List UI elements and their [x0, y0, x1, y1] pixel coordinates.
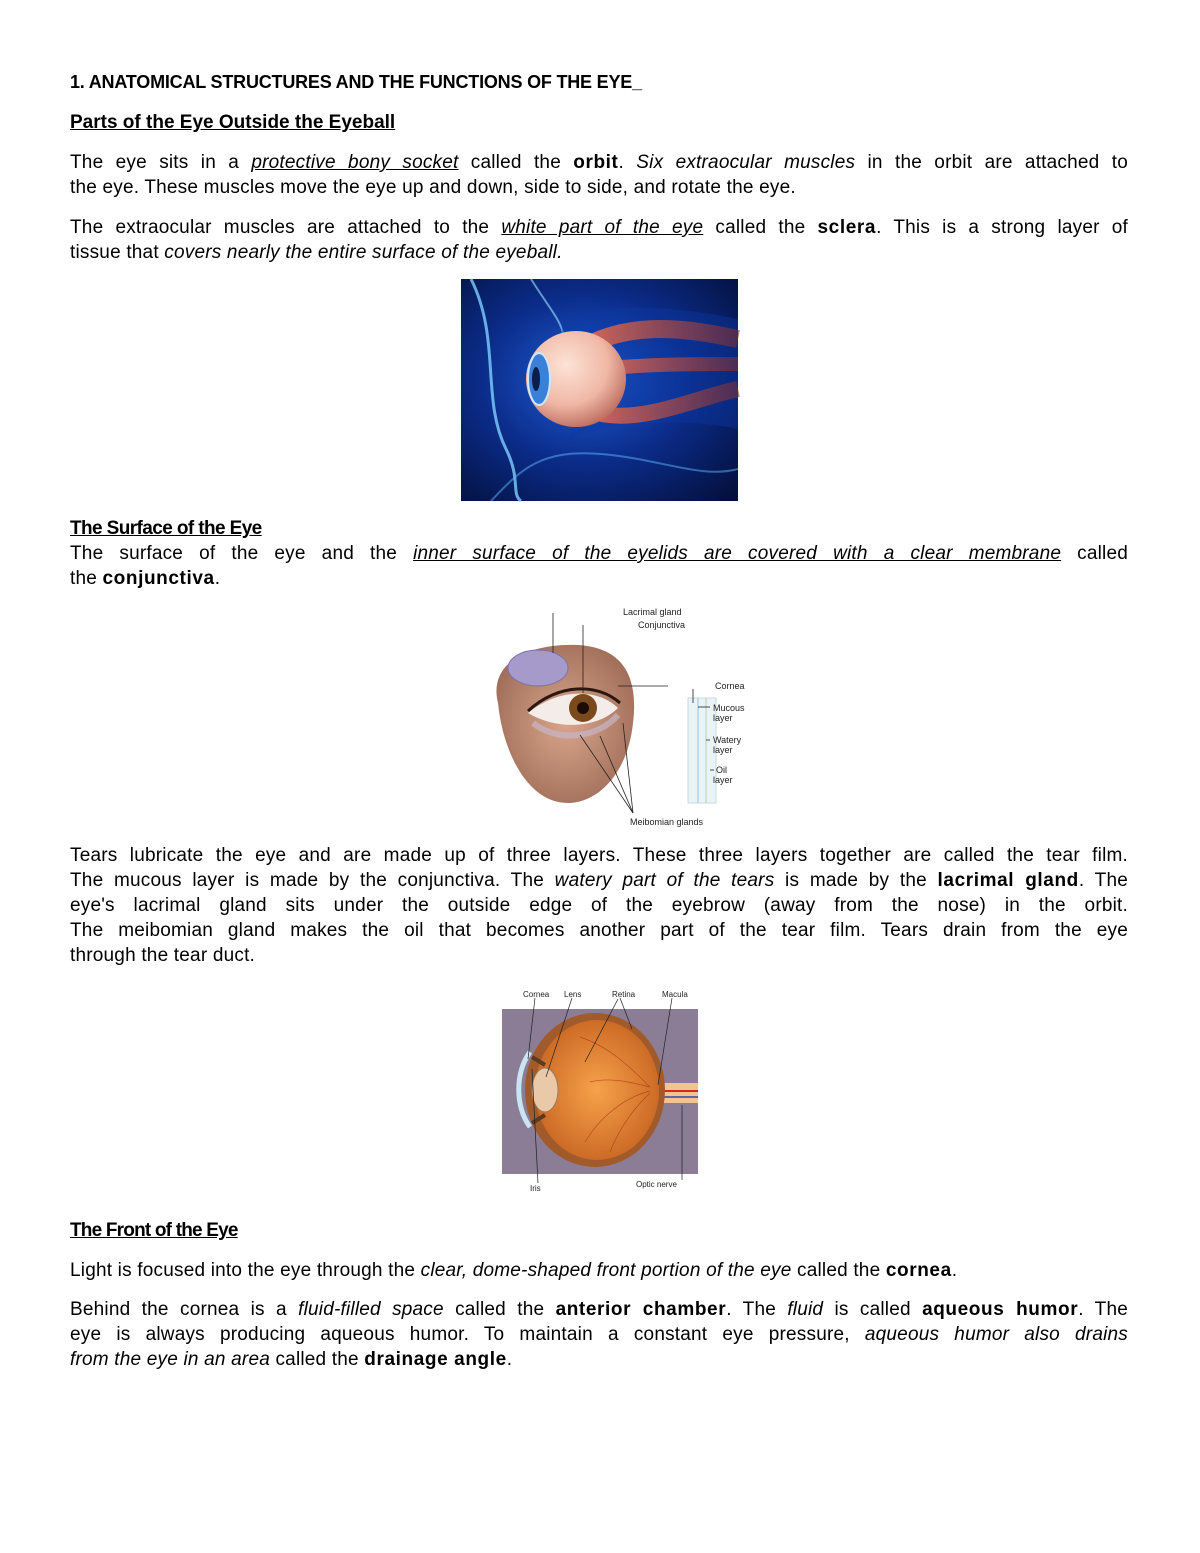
paragraph-tears: Tears lubricate the eye and are made up of three layers. These three layers together are called the tear film. The mucous layer is made by the conjunctiva. The watery part of the tears is made by the lacrimal gland. The eye's lacrimal gland sits under the outside edge of the eyebrow (away from the nose) in the orbit. The meibomian gland makes the oil that becomes another part of the tear film. Tears drain from the eye through the tear duct. — [70, 845, 1128, 966]
section-title-outside-eyeball: Parts of the Eye Outside the Eyeball — [70, 112, 396, 133]
label-retina: Retina — [612, 990, 636, 999]
label-oil: Oil — [716, 765, 727, 775]
svg-text:layer: layer — [713, 745, 733, 755]
paragraph-orbit: The eye sits in a protective bony socket called the orbit. Six extraocular muscles in the orbit are attached to the eye. These muscles move the eye up and down, side to side, and rotate the eye. — [70, 152, 1128, 198]
paragraph-anterior-chamber: Behind the cornea is a fluid-filled space called the anterior chamber. The fluid is called aqueous humor. The eye is always producing aqueous humor. To maintain a constant eye pressure, aqueous humor also drains from the eye in an area called the drainage angle. — [70, 1299, 1128, 1370]
label-meibomian-glands: Meibomian glands — [630, 817, 704, 827]
label-mucous: Mucous — [713, 703, 745, 713]
eye-cross-section-diagram — [500, 987, 700, 1192]
label-lacrimal-gland: Lacrimal gland — [623, 607, 682, 617]
page-heading: 1. ANATOMICAL STRUCTURES AND THE FUNCTIONS OF THE EYE_ — [70, 72, 642, 92]
label-optic-nerve: Optic nerve — [636, 1180, 677, 1189]
section-title-surface: The Surface of the Eye — [70, 518, 262, 539]
svg-text:layer: layer — [713, 713, 733, 723]
label-watery: Watery — [713, 735, 742, 745]
label-iris: Iris — [530, 1184, 541, 1193]
tear-film-diagram — [488, 603, 745, 829]
label-conjunctiva: Conjunctiva — [638, 620, 686, 630]
paragraph-cornea: Light is focused into the eye through the clear, dome-shaped front portion of the eye called the cornea. — [70, 1260, 958, 1281]
svg-text:layer: layer — [713, 775, 733, 785]
label-cornea: Cornea — [715, 681, 745, 691]
label-lens: Lens — [564, 990, 582, 999]
label-cornea-2: Cornea — [523, 990, 550, 999]
paragraph-sclera: The extraocular muscles are attached to the white part of the eye called the sclera. This is a strong layer of tissue that covers nearly the entire surface of the eyeball. — [70, 217, 1128, 263]
label-macula: Macula — [662, 990, 688, 999]
section-title-front: The Front of the Eye — [70, 1220, 238, 1241]
extraocular-muscles-image — [461, 279, 738, 501]
paragraph-conjunctiva: The surface of the eye and the inner surface of the eyelids are covered with a clear membrane called the conjunctiva. — [70, 543, 1128, 589]
